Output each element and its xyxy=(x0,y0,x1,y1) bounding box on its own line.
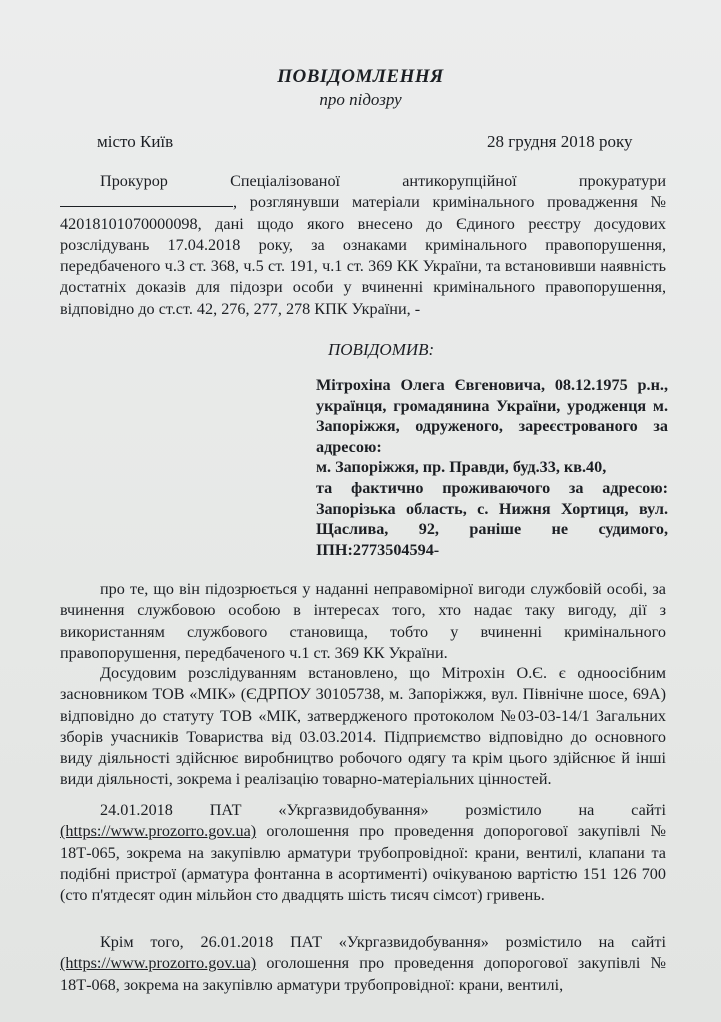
intro-text-rest: , розглянувши матеріали кримінального провадження № 42018101070000098, дані щодо якого внесено до Єдиного реєстру досудових розслідувань 17.04.2018 року, за ознаками кримінального правопорушення, передбаченого ч.3 ст. 368, ч.5 ст. 191, ч.1 ст. 369 КК України, та встановивши наявність достатніх доказів для підозри особи у вчиненні кримінального правопорушення, відповідно до ст.ст. 42, 276, 277, 278 КПК України, - xyxy=(60,193,666,318)
intro-paragraph xyxy=(60,171,666,320)
prozorro-link-1[interactable]: (https://www.prozorro.gov.ua) xyxy=(60,822,257,841)
investigation-paragraph: Досудовим розслідуванням встановлено, що Мітрохін О.Є. є одноосібним засновником ТОВ «МІК» (ЄДРПОУ 30105738, м. Запоріжжя, вул. Північне шосе, 69А) відповідно до статуту ТОВ «МІК, затвердженого протоколом №03-03-14/1 Загальних зборів учасників Товариства від 03.03.2014. Підприємство відповідно до основного виду діяльності здійснює виробництво робочого одягу та крім цього здійснює й інші види діяльності, зокрема і реалізацію товарно-матеріальних цінностей. xyxy=(60,664,666,789)
procurement-2-details: оголошення про проведення допорогової закупівлі № 18Т-068, зокрема на закупівлю арматури трубопровідної: крани, вентилі, xyxy=(60,954,666,994)
suspicion-paragraph: про те, що він підозрюється у наданні неправомірної вигоди службовій особі, за вчинення службовою особою в інтересах того, хто надає таку вигоду, дії з використанням службового становища, тобто у вчиненні кримінального правопорушення, передбаченого ч.1 ст. 369 КК України. xyxy=(60,580,666,662)
suspect-registered-address: м. Запоріжжя, пр. Правди, буд.33, кв.40, xyxy=(316,458,607,477)
suspect-details xyxy=(316,375,668,560)
procurement-2-intro: Крім того, 26.01.2018 ПАТ «Укргазвидобування» розмістило на сайті xyxy=(100,933,666,951)
document-title: ПОВІДОМЛЕННЯ xyxy=(277,66,444,87)
procurement-1-details: оголошення про проведення допорогової закупівлі № 18Т-065, зокрема на закупівлю арматури трубопровідної: крани, вентилі, клапани та подібні пристрої (арматура фонтанна в асортименті) очікуваною вартістю 151 126 700 (сто п'ятдесят один мільйон сто двадцять шість тисяч сімсот) гривень. xyxy=(60,822,666,905)
procurement-1-intro: 24.01.2018 ПАТ «Укргазвидобування» розмістило на сайті xyxy=(100,801,666,819)
suspect-actual-address: та фактично проживаючого за адресою: Запорізька область, с. Нижня Хортиця, вул. Щаслива, 92, раніше не судимого, ІПН:2773504594- xyxy=(316,478,668,559)
blank-line xyxy=(60,192,233,207)
procurement-paragraph-2 xyxy=(60,932,666,996)
intro-text-start: Прокурор Спеціалізованої антикорупційної прокуратури xyxy=(100,172,666,190)
procurement-paragraph-1 xyxy=(60,800,666,906)
suspect-name: Мітрохіна Олега Євгеновича, 08.12.1975 р.н., українця, громадянина України, уродженця м. Запоріжжя, одруженого, зареєстрованого за адресою: xyxy=(316,376,668,456)
issue-date: 28 грудня 2018 року xyxy=(487,132,633,151)
prozorro-link-2[interactable]: (https://www.prozorro.gov.ua) xyxy=(60,954,257,973)
place-of-issue: місто Київ xyxy=(97,132,174,151)
notified-label: ПОВІДОМИВ: xyxy=(328,340,435,359)
document-subtitle: про підозру xyxy=(319,90,402,109)
